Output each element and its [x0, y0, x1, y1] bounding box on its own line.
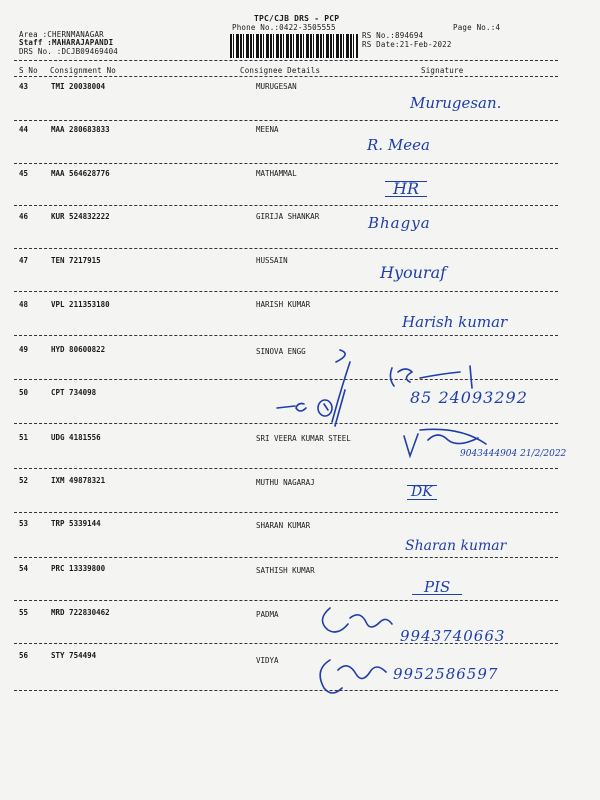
row-sno: 53	[19, 519, 29, 528]
row-signature: Murugesan.	[410, 94, 502, 112]
row-sno: 45	[19, 169, 29, 178]
area-label: Area :CHERNMANAGAR	[19, 30, 104, 39]
row-consignment: IXM 49878321	[51, 476, 106, 485]
row-sno: 50	[19, 388, 29, 397]
drs-number: DRS No. :DCJB09469404	[19, 47, 119, 56]
row-consignee: HARISH KUMAR	[256, 300, 311, 309]
row-consignment: MAA 280683833	[51, 125, 110, 134]
row-consignment: TEN 7217915	[51, 256, 101, 265]
row-consignee: SATHISH KUMAR	[256, 566, 315, 575]
row-consignee: SINOVA ENGG	[256, 347, 306, 356]
row-consignee: MUTHU NAGARAJ	[256, 478, 315, 487]
row-sno: 49	[19, 345, 29, 354]
scribble-stroke	[277, 404, 306, 412]
row-consignee: MATHAMMAL	[256, 169, 297, 178]
row-signature: HR	[385, 181, 427, 197]
rs-number: RS No.:894694	[362, 31, 424, 40]
row-signature: 9943740663	[400, 627, 506, 645]
page-number: Page No.:4	[453, 23, 501, 32]
row-consignment: UDG 4181556	[51, 433, 101, 442]
row-consignment: CPT 734098	[51, 388, 97, 397]
row-sno: 55	[19, 608, 29, 617]
row-signature: Harish kumar	[402, 313, 508, 331]
row-consignment: HYD 80600822	[51, 345, 106, 354]
scribble-stroke	[332, 350, 350, 422]
scribble-stroke	[404, 429, 486, 456]
row-sno: 46	[19, 212, 29, 221]
row-consignee: MURUGESAN	[256, 82, 297, 91]
row-consignment: MAA 564628776	[51, 169, 110, 178]
rs-date: RS Date:21-Feb-2022	[362, 40, 452, 49]
row-consignee: PADMA	[256, 610, 279, 619]
row-consignee: SHARAN KUMAR	[256, 521, 311, 530]
row-consignment: PRC 13339800	[51, 564, 106, 573]
scribble-stroke	[318, 400, 332, 416]
column-consignee: Consignee Details	[240, 66, 321, 75]
row-consignee: HUSSAIN	[256, 256, 288, 265]
row-sno: 48	[19, 300, 29, 309]
row-sno: 44	[19, 125, 29, 134]
row-consignment: STY 754494	[51, 651, 97, 660]
row-sno: 52	[19, 476, 29, 485]
column-sno: S No	[19, 66, 38, 75]
row-consignee: SRI VEERA KUMAR STEEL	[256, 434, 351, 443]
row-signature: Sharan kumar	[405, 538, 507, 554]
row-sno: 47	[19, 256, 29, 265]
staff-label: Staff :MAHARAJAPANDI	[19, 38, 114, 47]
row-consignment: VPL 211353180	[51, 300, 110, 309]
scribble-stroke	[324, 390, 345, 426]
row-consignment: TMI 20038004	[51, 82, 106, 91]
scribble-stroke	[320, 660, 386, 693]
column-signature: Signature	[421, 66, 464, 75]
row-sno: 51	[19, 433, 29, 442]
row-signature: 9952586597	[393, 665, 499, 683]
row-signature: 85 24093292	[410, 388, 528, 407]
scribble-stroke	[322, 608, 392, 632]
row-signature: Bhagya	[368, 214, 431, 232]
phone-number: Phone No.:0422-3505555	[232, 23, 336, 32]
row-consignment: MRD 722830462	[51, 608, 110, 617]
row-signature: DK	[407, 485, 437, 500]
row-consignee: MEENA	[256, 125, 279, 134]
column-consignment: Consignment No	[50, 66, 117, 75]
row-sno: 54	[19, 564, 29, 573]
row-signature: 9043444904 21/2/2022	[460, 449, 567, 459]
row-consignment: TRP 5339144	[51, 519, 101, 528]
row-consignee: GIRIJA SHANKAR	[256, 212, 320, 221]
row-signature: PIS	[412, 580, 462, 595]
scribble-stroke	[390, 368, 412, 386]
scribble-stroke	[420, 366, 472, 388]
row-consignment: KUR 524832222	[51, 212, 110, 221]
row-sno: 56	[19, 651, 29, 660]
row-consignee: VIDYA	[256, 656, 279, 665]
row-signature: R. Meea	[367, 136, 430, 154]
row-sno: 43	[19, 82, 29, 91]
row-signature: Hyouraf	[380, 263, 447, 282]
document-title: TPC/CJB DRS - PCP	[254, 14, 340, 23]
